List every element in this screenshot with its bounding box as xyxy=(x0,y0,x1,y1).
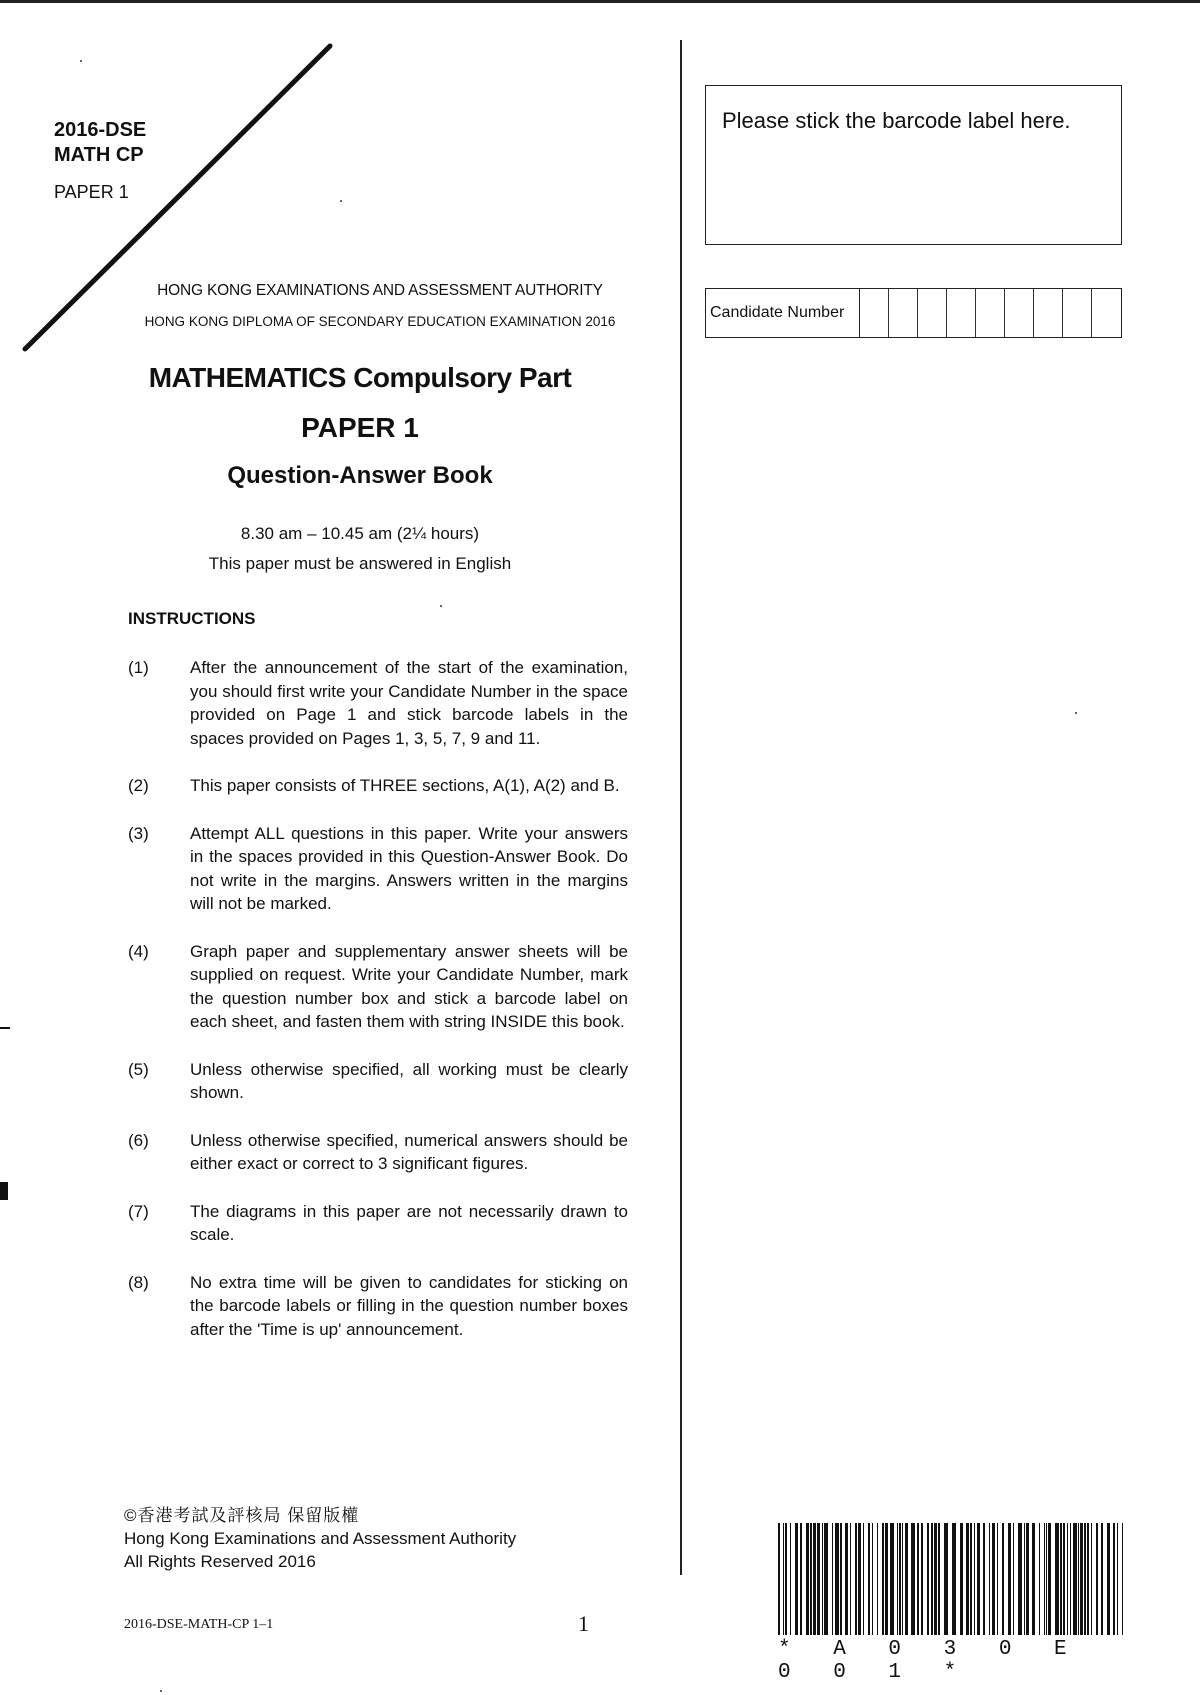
barcode-bar xyxy=(835,1523,839,1635)
barcode-bar xyxy=(911,1523,915,1635)
paper-title: PAPER 1 xyxy=(301,412,419,443)
barcode-bar xyxy=(931,1523,933,1635)
barcode-bar xyxy=(1002,1523,1004,1635)
barcode-bar xyxy=(944,1523,948,1635)
barcode-bar xyxy=(897,1523,898,1635)
instructions-list xyxy=(128,656,628,1365)
instruction-item xyxy=(128,1200,628,1247)
barcode-bar xyxy=(882,1523,884,1635)
scan-speck xyxy=(440,605,442,607)
barcode-bar xyxy=(872,1523,873,1635)
barcode-bar xyxy=(890,1523,894,1635)
barcode-bar xyxy=(1080,1523,1083,1635)
instruction-number: (4) xyxy=(128,941,149,961)
paper-code-line1: 2016-DSE xyxy=(54,119,147,141)
barcode-bar xyxy=(1087,1523,1089,1635)
barcode-bar xyxy=(855,1523,857,1635)
barcode-bar xyxy=(832,1523,833,1635)
barcode-bar xyxy=(917,1523,919,1635)
barcode-bar xyxy=(989,1523,990,1635)
barcode-bar xyxy=(783,1523,784,1635)
barcode-bar xyxy=(813,1523,816,1635)
barcode-bar xyxy=(902,1523,903,1635)
barcode-bar xyxy=(885,1523,888,1635)
candidate-digit-cell[interactable] xyxy=(1034,289,1063,337)
instruction-number: (1) xyxy=(128,658,149,677)
instruction-item xyxy=(128,822,628,916)
barcode-bar xyxy=(840,1523,842,1635)
barcode-bar xyxy=(1032,1523,1035,1635)
copyright-rights: All Rights Reserved 2016 xyxy=(124,1552,316,1571)
barcode-bar xyxy=(977,1523,980,1635)
barcode-bar xyxy=(1067,1523,1068,1635)
barcode-bar xyxy=(1096,1523,1098,1635)
barcode-bar xyxy=(1091,1523,1092,1635)
instruction-text: This paper consists of THREE sections, A(1), A(2) and B. xyxy=(190,776,620,795)
instruction-number: (2) xyxy=(128,776,149,795)
barcode-bar xyxy=(817,1523,820,1635)
candidate-digit-cell[interactable] xyxy=(1005,289,1034,337)
candidate-number-box xyxy=(705,288,1122,338)
barcode-bar xyxy=(800,1523,802,1635)
barcode-bar xyxy=(983,1523,985,1635)
copyright-notice xyxy=(124,1504,516,1573)
candidate-digit-cell[interactable] xyxy=(1063,289,1092,337)
barcode-bar xyxy=(1073,1523,1077,1635)
diagonal-stroke xyxy=(0,0,340,360)
language-note: This paper must be answered in English xyxy=(208,554,512,573)
barcode-bar xyxy=(1024,1523,1025,1635)
instruction-text: The diagrams in this paper are not necessarily drawn to scale. xyxy=(190,1201,628,1244)
instruction-text: Graph paper and supplementary answer sheets will be supplied on request. Write your Candidate Number, mark the question number box and stick a barcode label on each sheet, and fasten them with string INSIDE this book. xyxy=(190,941,628,1031)
barcode-bar xyxy=(1048,1523,1051,1635)
barcode-bar xyxy=(1084,1523,1086,1635)
scan-speck xyxy=(340,200,342,202)
barcode-bar xyxy=(1026,1523,1029,1635)
instruction-text: Attempt ALL questions in this paper. Write your answers in the spaces provided in this Question-Answer Book. Do not write in the margins. Answers written in the margins will not be marked. xyxy=(190,823,628,913)
barcode-bar xyxy=(934,1523,937,1635)
barcode-bar xyxy=(997,1523,998,1635)
instruction-text: Unless otherwise specified, all working must be clearly shown. xyxy=(190,1059,628,1102)
left-edge-mark xyxy=(0,1027,10,1029)
barcode-bar xyxy=(970,1523,972,1635)
barcode-bar xyxy=(1107,1523,1110,1635)
barcode-bar xyxy=(1117,1523,1118,1635)
instruction-item xyxy=(128,1129,628,1176)
candidate-number-label: Candidate Number xyxy=(706,289,860,337)
subject-title: MATHEMATICS Compulsory Part xyxy=(148,362,572,393)
instruction-item xyxy=(128,774,628,798)
instruction-text: Unless otherwise specified, numerical answers should be either exact or correct to 3 significant figures. xyxy=(190,1130,628,1173)
barcode-bar xyxy=(806,1523,809,1635)
instruction-text: After the announcement of the start of the examination, you should first write your Candidate Number in the space provided on Page 1 and stick barcode labels in the spaces provided on Pages 1, 3, 5, 7, 9 and 11. xyxy=(190,658,628,748)
barcode-bar xyxy=(974,1523,975,1635)
scan-speck xyxy=(160,1690,162,1692)
barcode-bar xyxy=(1018,1523,1022,1635)
book-title: Question-Answer Book xyxy=(227,462,493,489)
scan-speck xyxy=(1075,712,1077,714)
instruction-number: (6) xyxy=(128,1130,149,1150)
footer-code: 2016-DSE-MATH-CP 1–1 xyxy=(124,1617,274,1632)
barcode-bar xyxy=(824,1523,828,1635)
barcode-readable-text: * A 0 3 0 E 0 0 1 * xyxy=(778,1638,1082,1684)
barcode-bar xyxy=(785,1523,787,1635)
copyright-chinese: ©香港考試及評核局 保留版權 xyxy=(124,1506,360,1525)
barcode-bar xyxy=(1122,1523,1123,1635)
barcode-bar xyxy=(795,1523,798,1635)
candidate-digit-cell[interactable] xyxy=(860,289,889,337)
paper-code-line2: MATH CP xyxy=(54,144,144,166)
barcode-bar xyxy=(1113,1523,1115,1635)
barcode-label-instruction: Please stick the barcode label here. xyxy=(722,108,1071,133)
barcode-bar xyxy=(822,1523,823,1635)
instruction-item xyxy=(128,940,628,1034)
instruction-item xyxy=(128,1058,628,1105)
candidate-digit-cell[interactable] xyxy=(976,289,1005,337)
barcode-bar xyxy=(858,1523,861,1635)
page-number: 1 xyxy=(578,1611,589,1636)
barcode-bar xyxy=(938,1523,940,1635)
left-edge-block xyxy=(0,1182,8,1200)
candidate-digit-cell[interactable] xyxy=(889,289,918,337)
barcode-bar xyxy=(1078,1523,1079,1635)
barcode-bar xyxy=(905,1523,908,1635)
barcode-bar xyxy=(1070,1523,1071,1635)
candidate-digit-cell[interactable] xyxy=(1092,289,1121,337)
barcode-bar xyxy=(921,1523,923,1635)
barcode-bar xyxy=(863,1523,864,1635)
barcode-bar xyxy=(868,1523,870,1635)
barcode-bar xyxy=(1060,1523,1062,1635)
barcode-bar xyxy=(1063,1523,1065,1635)
exam-time: 8.30 am – 10.45 am (2¼ hours) xyxy=(240,524,480,543)
barcode-bar xyxy=(1008,1523,1011,1635)
barcode-bar xyxy=(877,1523,878,1635)
barcode-bar xyxy=(960,1523,963,1635)
barcode-bar xyxy=(927,1523,929,1635)
instructions-heading: INSTRUCTIONS xyxy=(128,609,256,628)
barcode-bar xyxy=(1013,1523,1014,1635)
instruction-item xyxy=(128,1271,628,1342)
column-divider xyxy=(680,40,682,1575)
instruction-number: (8) xyxy=(128,1272,149,1292)
barcode-bar xyxy=(810,1523,812,1635)
authority-name: HONG KONG EXAMINATIONS AND ASSESSMENT AUTHORITY xyxy=(157,282,603,299)
barcode-bar xyxy=(966,1523,969,1635)
barcode-bar xyxy=(790,1523,791,1635)
barcode-bar xyxy=(899,1523,901,1635)
instruction-text: No extra time will be given to candidates for sticking on the barcode labels or filling in the question number boxes after the 'Time is up' announcement. xyxy=(190,1272,628,1339)
barcode-bar xyxy=(778,1523,780,1635)
instruction-number: (7) xyxy=(128,1201,149,1221)
candidate-digit-cell[interactable] xyxy=(918,289,947,337)
barcode-bar xyxy=(845,1523,848,1635)
barcode-bar xyxy=(1055,1523,1059,1635)
barcode-bar xyxy=(992,1523,995,1635)
paper-number: PAPER 1 xyxy=(54,182,129,202)
barcode-bar xyxy=(952,1523,956,1635)
scan-speck xyxy=(80,60,82,62)
barcode xyxy=(778,1523,1123,1635)
barcode-bar xyxy=(850,1523,851,1635)
instruction-item xyxy=(128,656,628,750)
instruction-number: (5) xyxy=(128,1059,149,1079)
copyright-english: Hong Kong Examinations and Assessment Authority xyxy=(124,1529,517,1548)
barcode-bar xyxy=(1046,1523,1047,1635)
candidate-digit-cell[interactable] xyxy=(947,289,976,337)
barcode-bar xyxy=(1044,1523,1045,1635)
paper-code xyxy=(54,118,146,168)
exam-name: HONG KONG DIPLOMA OF SECONDARY EDUCATION EXAMINATION 2016 xyxy=(144,314,616,329)
barcode-bar xyxy=(1039,1523,1040,1635)
barcode-bar xyxy=(1101,1523,1103,1635)
instruction-number: (3) xyxy=(128,823,149,843)
